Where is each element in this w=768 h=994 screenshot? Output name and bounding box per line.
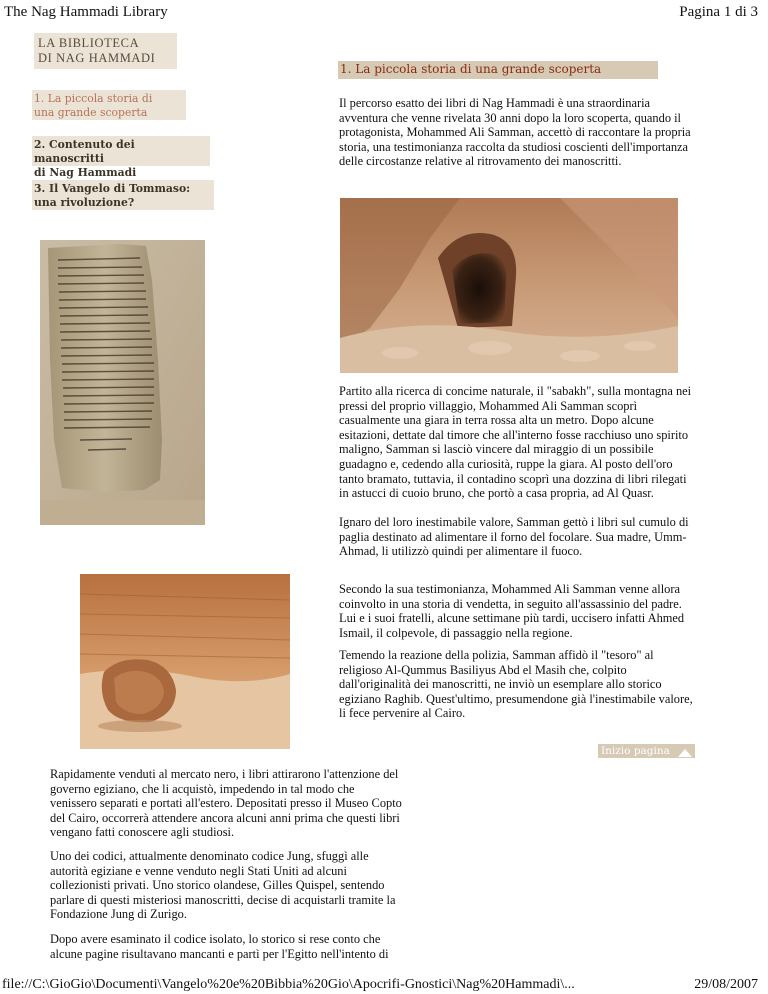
nav-item-piccola-storia[interactable] <box>32 90 186 120</box>
site-title-line1: LA BIBLIOTECA <box>38 36 140 50</box>
article-paragraph: Rapidamente venduti al mercato nero, i libri attirarono l'attenzione del governo egiziano, che li acquistò, impedendo in tal modo che venissero separati e portati all'estero. Depositati presso il Museo Copto del Cairo, occorrerà attendere ancora alcuni anni prima che questi libri vengano fatti conoscere agli studiosi. <box>50 767 402 840</box>
manuscript-image <box>40 240 205 525</box>
nav-item-label: una rivoluzione? <box>34 196 135 209</box>
print-header-title: The Nag Hammadi Library <box>4 4 168 20</box>
section-heading: 1. La piccola storia di una grande scoperta <box>338 61 658 79</box>
site-title[interactable] <box>34 33 177 69</box>
article-paragraph: Partito alla ricerca di concime naturale, il "sabakh", sulla montagna nei pressi del proprio villaggio, Mohammed Ali Samman scoprì casualmente una giara in terra rossa alta un metro. Dopo alcune esitazioni, dettate dal timore che all'interno fosse racchiuso uno spirito maligno, Samman si lasciò vincere dal miraggio di un possibile guadagno e, cedendo alla curiosità, ruppe la giara. Al posto dell'oro tanto bramato, tuttavia, il contadino scoprì una dozzina di libri rilegati in astucci di cuoio bruno, che portò a casa propria, ad Al Quasr. <box>339 384 692 501</box>
desert-image <box>80 574 290 749</box>
print-footer <box>0 977 768 994</box>
nav-item-label: una grande scoperta <box>34 106 148 119</box>
nav-item-label: 1. La piccola storia di <box>34 92 153 105</box>
back-to-top-link[interactable] <box>598 744 695 758</box>
article-paragraph: Secondo la sua testimonianza, Mohammed Ali Samman venne allora coinvolto in una storia di vendetta, in seguito all'assassinio del padre. Lui e i suoi fratelli, alcune settimane più tardi, uccisero infatti Ahmed Ismail, il colpevole, di passaggio nella regione. <box>339 582 685 640</box>
article-paragraph: Uno dei codici, attualmente denominato codice Jung, sfuggì alle autorità egiziane e venne venduto negli Stati Uniti ad alcuni collezionisti privati. Uno storico olandese, Gilles Quispel, sentendo parlare di questi misteriosi manoscritti, decise di acquistarli tramite la Fondazione Jung di Zurigo. <box>50 849 396 922</box>
back-to-top-label: Inizio pagina <box>601 745 670 757</box>
nav-item-contenuto[interactable] <box>32 136 210 179</box>
print-footer-path: file://C:\GioGio\Documenti\Vangelo%20e%20Bibbia%20Gio\Apocrifi-Gnostici\Nag%20Hammadi\... <box>2 977 575 992</box>
nav-item-label: di Nag Hammadi <box>34 166 137 179</box>
print-header <box>0 4 768 24</box>
print-header-page: Pagina 1 di 3 <box>679 4 758 20</box>
nav-item-label: 3. Il Vangelo di Tommaso: <box>34 182 191 195</box>
site-title-line2: DI NAG HAMMADI <box>38 51 156 65</box>
article-paragraph: Dopo avere esaminato il codice isolato, lo storico si rese conto che alcune pagine risultavano mancanti e partì per l'Egitto nell'intento di <box>50 932 389 961</box>
print-footer-date: 29/08/2007 <box>694 977 758 992</box>
article-paragraph: Temendo la reazione della polizia, Samman affidò il "tesoro" al religioso Al-Qummus Basiliyus Abd el Masih che, colpito dall'originalità dei manoscritti, ne inviò un esemplare allo storico egiziano Raghib. Quest'ultimo, presumendone già l'inestimabile valore, li fece pervenire al Cairo. <box>339 648 693 721</box>
cave-image <box>340 198 678 373</box>
article-paragraph: Il percorso esatto dei libri di Nag Hammadi è una straordinaria avventura che venne rivelata 30 anni dopo la loro scoperta, quando il protagonista, Mohammed Ali Samman, accettò di raccontare la propria storia, una testimonianza raccolta da studiosi coscienti dell'importanza delle circostanze relative al ritrovamento dei manoscritti. <box>339 96 691 169</box>
article-paragraph: Ignaro del loro inestimabile valore, Samman gettò i libri sul cumulo di paglia destinato ad alimentare il forno del focolare. Sua madre, Umm-Ahmad, li utilizzò quindi per alimentare il fuoco. <box>339 515 689 559</box>
nav-item-label: 2. Contenuto dei manoscritti <box>34 138 135 165</box>
up-arrow-icon <box>678 747 692 761</box>
nav-item-vangelo-tommaso[interactable] <box>32 180 214 210</box>
